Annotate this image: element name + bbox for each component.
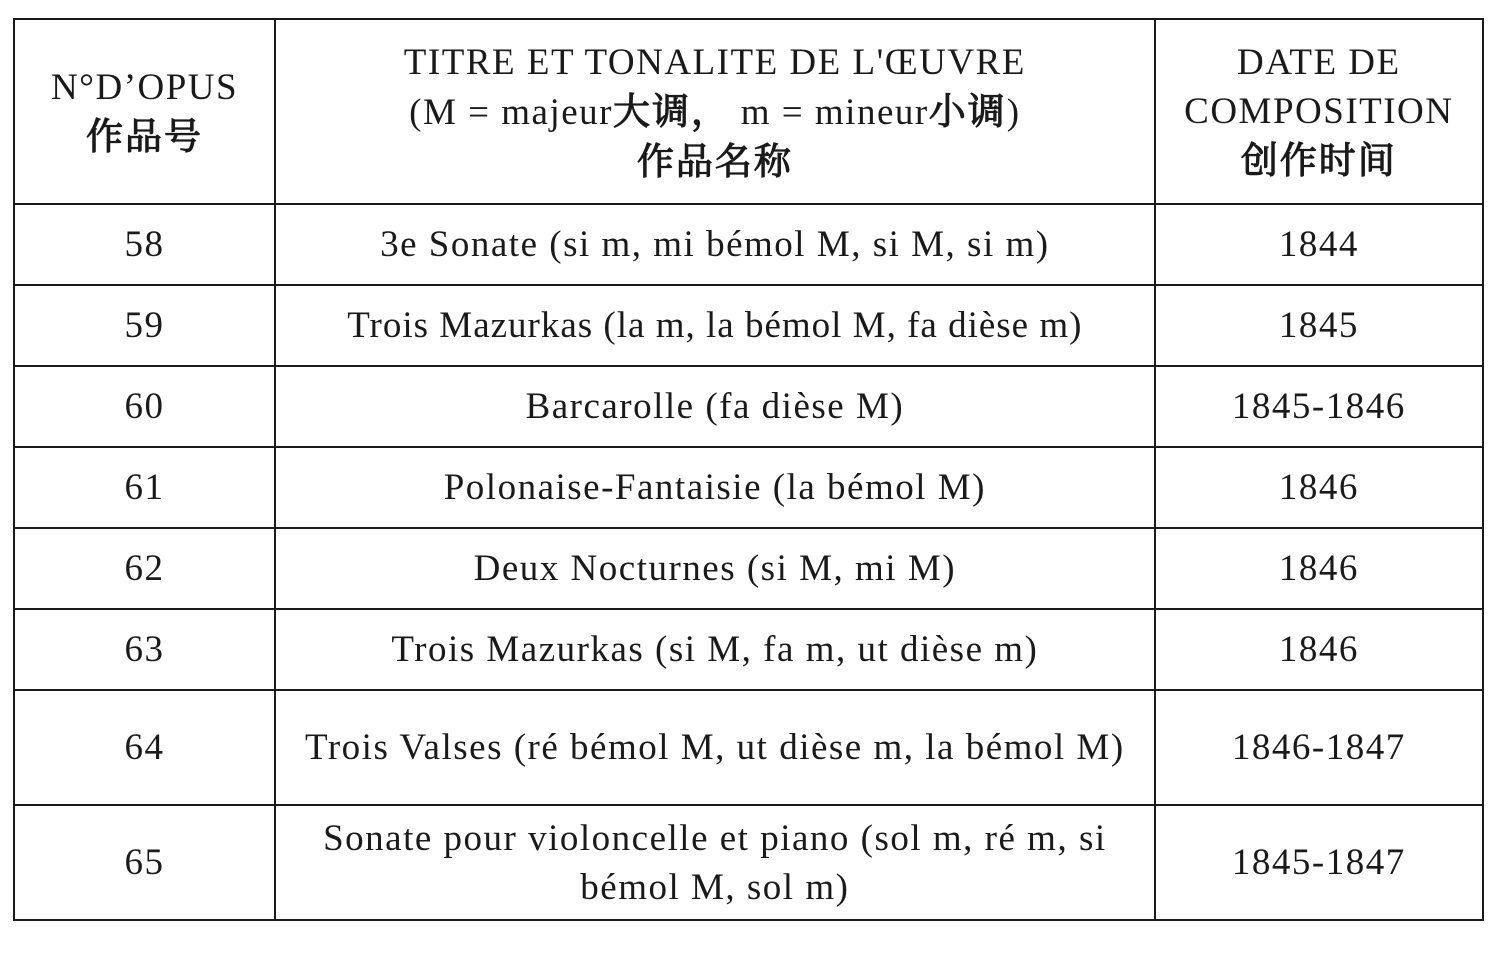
opus-cell: 62 (14, 528, 275, 609)
date-cell: 1844 (1155, 204, 1483, 285)
opus-cell: 60 (14, 366, 275, 447)
date-cell: 1845-1847 (1155, 805, 1483, 920)
opus-cell: 64 (14, 690, 275, 805)
date-cell: 1846 (1155, 609, 1483, 690)
table-row (14, 805, 1483, 920)
header-date-cn: 创作时间 (1240, 139, 1397, 182)
table-row (14, 690, 1483, 805)
opus-cell: 59 (14, 285, 275, 366)
header-title-legend (280, 87, 1150, 137)
title-cell: Trois Mazurkas (la m, la bémol M, fa dièse m) (275, 285, 1155, 366)
header-date (1155, 19, 1483, 204)
opus-cell: 63 (14, 609, 275, 690)
opus-cell: 65 (14, 805, 275, 920)
title-cell: Deux Nocturnes (si M, mi M) (275, 528, 1155, 609)
table-row (14, 609, 1483, 690)
table-header-row (14, 19, 1483, 204)
legend-open: (M = majeur (409, 91, 613, 133)
legend-mid: m = mineur (729, 91, 929, 133)
opus-cell: 58 (14, 204, 275, 285)
header-title-cn: 作品名称 (636, 139, 793, 183)
header-date-fr-2: COMPOSITION (1184, 91, 1454, 132)
header-title-fr: TITRE ET TONALITE DE L'ŒUVRE (403, 41, 1026, 83)
table-row (14, 204, 1483, 285)
title-cell: Sonate pour violoncelle et piano (sol m, ré m, si bémol M, sol m) (275, 805, 1155, 920)
legend-close: ) (1006, 91, 1021, 133)
title-cell: Barcarolle (fa dièse M) (275, 366, 1155, 447)
table-row (14, 447, 1483, 528)
opus-table (13, 18, 1484, 921)
date-cell: 1845 (1155, 285, 1483, 366)
table-row (14, 528, 1483, 609)
date-cell: 1846 (1155, 447, 1483, 528)
legend-major-cn: 大调， (612, 89, 730, 133)
opus-cell: 61 (14, 447, 275, 528)
header-date-fr-1: DATE DE (1237, 42, 1401, 83)
header-opus (14, 19, 275, 204)
title-cell: Polonaise-Fantaisie (la bémol M) (275, 447, 1155, 528)
date-cell: 1846-1847 (1155, 690, 1483, 805)
title-cell: 3e Sonate (si m, mi bémol M, si M, si m) (275, 204, 1155, 285)
header-opus-cn: 作品号 (86, 114, 204, 158)
title-cell: Trois Mazurkas (si M, fa m, ut dièse m) (275, 609, 1155, 690)
header-opus-fr: N°D’OPUS (50, 66, 239, 108)
title-cell: Trois Valses (ré bémol M, ut dièse m, la bémol M) (275, 690, 1155, 805)
legend-minor-cn: 小调 (928, 89, 1007, 133)
table-row (14, 285, 1483, 366)
date-cell: 1845-1846 (1155, 366, 1483, 447)
table-row (14, 366, 1483, 447)
date-cell: 1846 (1155, 528, 1483, 609)
header-title (275, 19, 1155, 204)
